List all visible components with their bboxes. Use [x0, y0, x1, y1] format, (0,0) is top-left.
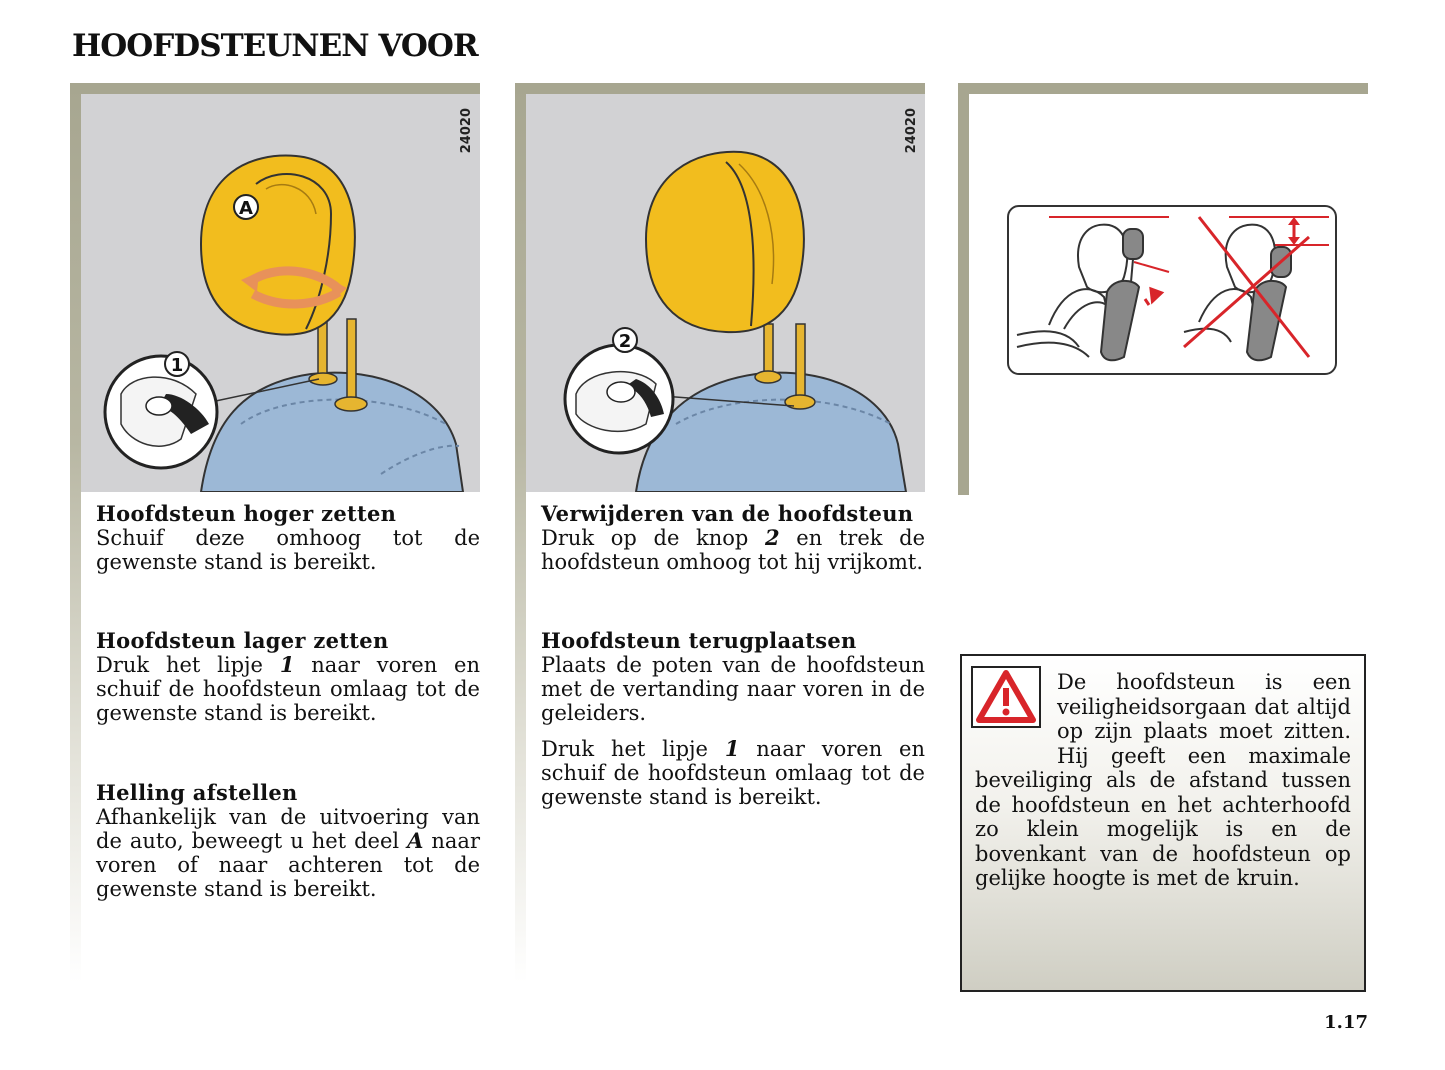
label-a: A: [239, 198, 253, 219]
section-body: Druk het lipje 1 naar voren en schuif de hoofdsteun omlaag tot de gewenste stand is bereikt.: [541, 736, 925, 809]
headrest-position-illustration: [1007, 205, 1337, 375]
column-1: [70, 83, 480, 983]
section-terugplaatsen: [541, 629, 925, 809]
ref-a: A: [407, 828, 424, 853]
column-side-bar: [70, 83, 81, 983]
warning-box: [960, 654, 1366, 992]
label-1: 1: [170, 355, 184, 376]
section-lager-zetten: [96, 629, 480, 725]
ref-1: 1: [279, 652, 295, 677]
headrest-adjust-illustration: [81, 94, 480, 492]
column-top-bar: [958, 83, 1368, 94]
column-top-bar: [515, 83, 925, 94]
page-title: HOOFDSTEUNEN VOOR: [72, 28, 478, 64]
section-heading: Verwijderen van de hoofdsteun: [541, 501, 914, 526]
ref-1: 1: [724, 736, 740, 761]
section-hoger-zetten: [96, 502, 480, 574]
column-side-bar: [515, 83, 526, 983]
warning-text: De hoofdsteun is een veiligheidsorgaan dat altijd op zijn plaats moet zitten. Hij geeft een maximale beveiliging als de afstand tussen de hoofdsteun en het achterhoofd zo klein mogelijk is en de bovenkant van de hoofdsteun op gelijke hoogte is met de kruin.: [975, 670, 1351, 890]
section-body: Druk het lipje 1 naar voren en schuif de hoofdsteun omlaag tot de gewenste stand is bereikt.: [96, 652, 480, 725]
section-verwijderen: [541, 502, 925, 574]
column-side-bar: [958, 83, 969, 495]
section-body: Afhankelijk van de uitvoering van de auto, beweegt u het deel A naar voren of naar achteren tot de gewenste stand is bereikt.: [96, 805, 480, 901]
correct-incorrect-headrest-diagram: [1009, 207, 1335, 373]
ref-2: 2: [765, 525, 780, 550]
section-body: Druk op de knop 2 en trek de hoofdsteun omhoog tot hij vrijkomt.: [541, 525, 926, 574]
headrest-remove-illustration: [526, 94, 925, 492]
column-2: [515, 83, 925, 983]
figure-code: 24020: [904, 108, 919, 154]
section-body: Plaats de poten van de hoofdsteun met de vertanding naar voren in de geleiders.: [541, 653, 925, 725]
figure-headrest-adjust: [81, 94, 480, 492]
section-helling-afstellen: [96, 781, 480, 901]
section-heading: Hoofdsteun lager zetten: [96, 628, 389, 653]
figure-headrest-remove: [526, 94, 925, 492]
figure-code: 24020: [459, 108, 474, 154]
page-number: 1.17: [1324, 1012, 1368, 1033]
column-top-bar: [70, 83, 480, 94]
section-heading: Hoofdsteun hoger zetten: [96, 501, 397, 526]
section-body: Schuif deze omhoog tot de gewenste stand is bereikt.: [96, 526, 480, 574]
section-heading: Hoofdsteun terugplaatsen: [541, 628, 857, 653]
section-heading: Helling afstellen: [96, 780, 298, 805]
label-2: 2: [618, 331, 632, 352]
